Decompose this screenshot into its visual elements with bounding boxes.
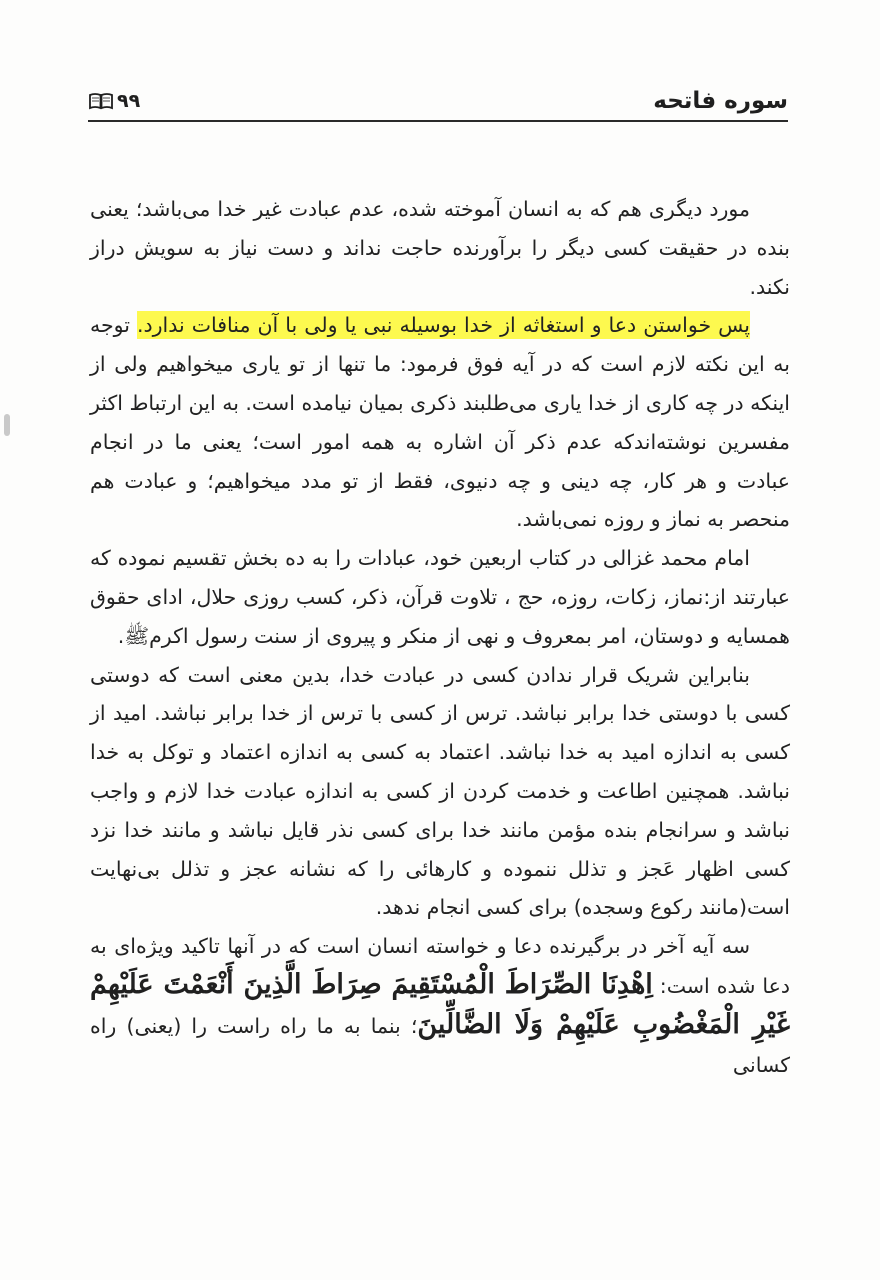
paragraph-4: بنابراین شریک قرار ندادن کسی در عبادت خدا، بدین معنی است که دوستی کسی با دوستی خدا برابر نباشد. ترس از کسی با ترس از خدا برابر نباشد. امید از کسی به اندازه امید به خدا نباشد. اعتماد به کسی به اندازه اعتماد و توکل به خدا نباشد. همچنین اطاعت و خدمت کردن از کسی به اندازه عبادت خدا لازم و واجب نباشد و سرانجام بنده مؤمن مانند خدا برای کسی نذر قایل نباشد و مانند خدا نزد کسی اظهار عَجز و تذلل ننموده و کارهائی را که نشانه عجز و تذلل بی‌نهایت است(مانند رکوع وسجده) برای کسی انجام ندهد. <box>90 662 790 920</box>
paragraph-5 <box>90 927 790 1084</box>
paragraph-2 <box>90 306 790 539</box>
paragraph-5-intro: سه آیه آخر در برگیرنده دعا و خواسته انسان است که در آنها تاکید ویژه‌ای به دعا شده است: <box>90 934 790 998</box>
highlighted-sentence: پس خواستن دعا و استغاثه از خدا بوسیله نبی یا ولی با آن منافات ندارد. <box>136 313 750 338</box>
page-number-group <box>88 90 140 112</box>
page-number: ۹۹ <box>117 90 141 112</box>
paragraph-2-rest: توجه به این نکته لازم است که در آیه فوق فرمود: ما تنها از تو یاری میخواهیم ولی از اینکه در چه کاری از خدا یاری می‌طلبند ذکری بمیان نیامده است. به این ارتباط اکثر مفسرین نوشته‌اندکه عدم ذکر آن اشاره به همه امور است؛ یعنی ما در انجام عبادت و هر کار، چه دینی و چه دنیوی، فقط از تو مدد میخواهیم؛ و عبادت هم منحصر به نماز و روزه نمی‌باشد. <box>90 313 790 532</box>
page-header <box>88 72 788 122</box>
book-icon <box>88 92 114 110</box>
paragraph-3: امام محمد غزالی در کتاب اربعین خود، عبادات را به ده بخش تقسیم نموده که عبارتند از:نماز، زکات، روزه، حج ، تلاوت قرآن، ذکر، کسب روزی حلال، ادای حقوق همسایه و دوستان، امر بمعروف و نهی از منکر و پیروی از سنت رسول اکرمﷺ. <box>90 546 790 648</box>
body-text <box>90 190 790 1084</box>
scan-artifact <box>4 414 10 436</box>
page-title: سوره فاتحه <box>653 88 788 114</box>
paragraph-1: مورد دیگری هم که به انسان آموخته شده، عدم عبادت غیر خدا می‌باشد؛ یعنی بنده در حقیقت کسی دیگر را برآورنده حاجت نداند و دست نیاز به سویش دراز نکند. <box>90 197 790 299</box>
paragraph-5-tail: ؛ بنما به ما راه راست را (یعنی) راه کسانی <box>90 1013 790 1077</box>
quran-verse: اِهْدِنَا الصِّرَاطَ الْمُسْتَقِيمَ صِرَاطَ الَّذِينَ أَنْعَمْتَ عَلَيْهِمْ غَيْرِ الْمَغْضُوبِ عَلَيْهِمْ وَلَا الضَّالِّينَ <box>90 968 790 1040</box>
